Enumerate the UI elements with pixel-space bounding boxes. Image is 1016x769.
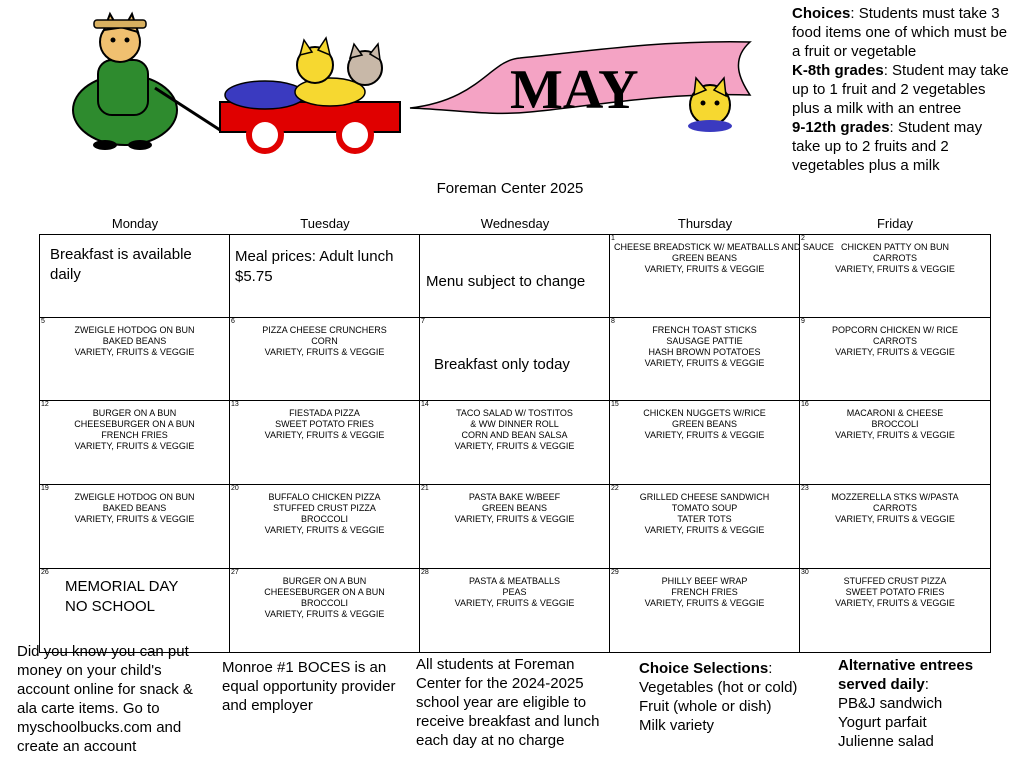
choice-selection-item: Milk variety	[639, 717, 715, 734]
calendar-day-cell	[39, 234, 230, 318]
choices-rule-text: : Student may take up to 2 fruits and 2 vegetables plus a milk	[792, 119, 983, 174]
calendar-day-cell	[419, 568, 610, 653]
menu-item: VARIETY, FRUITS & VEGGIE	[74, 441, 195, 451]
menu-item: VARIETY, FRUITS & VEGGIE	[264, 609, 385, 619]
menu-item: VARIETY, FRUITS & VEGGIE	[454, 441, 575, 451]
menu-items	[804, 325, 986, 358]
menu-item: BAKED BEANS	[102, 336, 167, 346]
calendar-day-cell	[229, 568, 420, 653]
day-number: 23	[801, 485, 809, 492]
online-account-note: Did you know you can put money on your child's account online for snack & ala carte items. Go to myschoolbucks.com and create an account	[17, 643, 193, 755]
menu-item: BROCCOLI	[300, 514, 348, 524]
menu-item: BROCCOLI	[300, 598, 348, 608]
menu-item: CHICKEN NUGGETS W/RICE	[643, 408, 766, 418]
choice-selection-item: Fruit (whole or dish)	[639, 698, 772, 715]
choices-rule-line	[792, 118, 1012, 175]
choices-rule-text: : Student may take up to 1 fruit and 2 vegetables plus a milk with an entree	[792, 62, 1009, 117]
weekday-header: Thursday	[677, 216, 733, 231]
menu-item: PHILLY BEEF WRAP	[661, 576, 748, 586]
menu-item: VARIETY, FRUITS & VEGGIE	[835, 598, 955, 608]
weekday-header: Friday	[876, 216, 914, 231]
choice-selections-title: Choice Selections	[639, 660, 769, 677]
menu-item: VARIETY, FRUITS & VEGGIE	[835, 264, 955, 274]
calendar-day-cell	[609, 484, 800, 569]
menu-items	[804, 242, 986, 275]
menu-items	[44, 325, 225, 358]
menu-item: & WW DINNER ROLL	[470, 419, 559, 429]
menu-item: VARIETY, FRUITS & VEGGIE	[835, 430, 955, 440]
girl-cat-illustration	[73, 14, 220, 150]
menu-item: FRENCH TOAST STICKS	[652, 325, 757, 335]
day-number: 21	[421, 485, 429, 492]
menu-item: TOMATO SOUP	[671, 503, 738, 513]
menu-item: VARIETY, FRUITS & VEGGIE	[264, 347, 385, 357]
menu-item: VARIETY, FRUITS & VEGGIE	[835, 347, 955, 357]
alternative-entree-item: PB&J sandwich	[838, 695, 943, 712]
day-number: 13	[231, 401, 239, 408]
weekday-header: Tuesday	[300, 216, 350, 231]
day-number: 26	[41, 569, 49, 576]
day-number: 29	[611, 569, 619, 576]
menu-item: GRILLED CHEESE SANDWICH	[639, 492, 770, 502]
menu-calendar-grid	[40, 235, 991, 653]
menu-items	[804, 408, 986, 441]
choices-rule-text: : Students must take 3 food items one of which must be a fruit or vegetable	[792, 5, 1008, 60]
menu-items	[44, 408, 225, 452]
weekday-header: Wednesday	[480, 216, 550, 231]
day-number: 14	[421, 401, 429, 408]
menu-items	[424, 408, 605, 452]
menu-item: CARROTS	[872, 253, 917, 263]
menu-item: VARIETY, FRUITS & VEGGIE	[74, 514, 195, 524]
day-number: 22	[611, 485, 619, 492]
menu-item: SWEET POTATO FRIES	[845, 587, 945, 597]
menu-item: TATER TOTS	[677, 514, 732, 524]
wagon-illustration	[220, 38, 400, 151]
menu-item: CORN AND BEAN SALSA	[461, 430, 568, 440]
calendar-day-cell	[39, 568, 230, 653]
menu-item: VARIETY, FRUITS & VEGGIE	[264, 430, 385, 440]
calendar-day-cell	[609, 317, 800, 401]
menu-item: STUFFED CRUST PIZZA	[843, 576, 947, 586]
menu-item: ZWEIGLE HOTDOG ON BUN	[74, 325, 195, 335]
menu-item: MOZZERELLA STKS W/PASTA	[831, 492, 959, 502]
calendar-day-cell	[229, 234, 420, 318]
menu-items	[614, 408, 795, 441]
choices-rule-line	[792, 61, 1012, 118]
calendar-day-cell	[419, 234, 610, 318]
menu-item: FRENCH FRIES	[671, 587, 738, 597]
alternative-entree-item: Julienne salad	[838, 733, 934, 750]
day-number: 5	[41, 318, 45, 325]
menu-item: BUFFALO CHICKEN PIZZA	[268, 492, 381, 502]
menu-items	[614, 242, 834, 275]
menu-items	[234, 492, 415, 536]
menu-items	[614, 576, 795, 609]
menu-items	[234, 576, 415, 620]
day-number: 8	[611, 318, 615, 325]
alternative-entrees-title: Alternative entrees served daily	[838, 657, 974, 693]
menu-item: PEAS	[502, 587, 527, 597]
menu-items	[614, 492, 795, 536]
menu-item: GREEN BEANS	[671, 419, 738, 429]
day-number: 12	[41, 401, 49, 408]
menu-item: VARIETY, FRUITS & VEGGIE	[644, 358, 765, 368]
calendar-day-cell	[609, 234, 834, 318]
menu-item: FIESTADA PIZZA	[289, 408, 360, 418]
menu-item: ZWEIGLE HOTDOG ON BUN	[74, 492, 195, 502]
choices-rule-line	[792, 4, 1012, 61]
choice-selection-item: Vegetables (hot or cold)	[639, 679, 798, 696]
menu-item: VARIETY, FRUITS & VEGGIE	[264, 525, 385, 535]
day-number: 19	[41, 485, 49, 492]
menu-item: SWEET POTATO FRIES	[275, 419, 374, 429]
menu-item: MACARONI & CHEESE	[846, 408, 944, 418]
header-illustration	[60, 0, 760, 180]
alternative-entree-item: Yogurt parfait	[838, 714, 927, 731]
calendar-day-cell	[419, 484, 610, 569]
weekday-header: Monday	[111, 216, 159, 231]
menu-item: GREEN BEANS	[671, 253, 738, 263]
center-title: Foreman Center 2025	[436, 180, 584, 197]
choice-selections-heading	[639, 659, 829, 678]
menu-item: GREEN BEANS	[481, 503, 548, 513]
free-meals-note: All students at Foreman Center for the 2024-2025 school year are eligible to receive breakfast and lunch each day at no charge	[416, 656, 600, 749]
menu-item: BURGER ON A BUN	[92, 408, 177, 418]
day-note: Meal prices: Adult lunch $5.75	[235, 248, 394, 285]
menu-item: VARIETY, FRUITS & VEGGIE	[644, 598, 765, 608]
calendar-day-cell	[39, 317, 230, 401]
day-number: 7	[421, 318, 425, 325]
equal-opportunity-note: Monroe #1 BOCES is an equal opportunity provider and employer	[222, 659, 396, 714]
menu-item: PASTA BAKE W/BEEF	[468, 492, 561, 502]
menu-items	[424, 576, 605, 609]
day-note: Breakfast is available daily	[50, 246, 192, 283]
calendar-day-cell	[419, 400, 610, 485]
calendar-day-cell	[799, 400, 991, 485]
menu-item: PASTA & MEATBALLS	[468, 576, 561, 586]
menu-item: VARIETY, FRUITS & VEGGIE	[454, 514, 575, 524]
menu-item: CHEESEBURGER ON A BUN	[74, 419, 195, 429]
calendar-day-cell	[609, 400, 800, 485]
calendar-day-cell	[799, 484, 991, 569]
choice-selections	[639, 659, 829, 735]
menu-item: CORN	[311, 336, 338, 346]
day-number: 30	[801, 569, 809, 576]
calendar-day-cell	[799, 568, 991, 653]
menu-items	[804, 576, 986, 609]
calendar-day-cell	[419, 317, 610, 401]
menu-item: CHEESE BREADSTICK W/ MEATBALLS AND SAUCE	[614, 242, 834, 252]
heading-colon: :	[768, 660, 773, 677]
day-note: Menu subject to change	[426, 273, 586, 290]
menu-item: BURGER ON A BUN	[282, 576, 367, 586]
calendar-day-cell	[39, 484, 230, 569]
day-number: 27	[231, 569, 239, 576]
choices-rule-label: K-8th grades	[792, 62, 884, 79]
menu-item: VARIETY, FRUITS & VEGGIE	[644, 430, 765, 440]
day-note: Breakfast only today	[434, 356, 570, 373]
choices-rule-label: 9-12th grades	[792, 119, 890, 136]
menu-items	[234, 408, 415, 441]
day-number: 6	[231, 318, 235, 325]
choices-rules	[792, 4, 1012, 175]
menu-item: CHICKEN PATTY ON BUN	[840, 242, 949, 252]
menu-item: VARIETY, FRUITS & VEGGIE	[644, 264, 765, 274]
menu-item: VARIETY, FRUITS & VEGGIE	[644, 525, 765, 535]
menu-item: CHEESEBURGER ON A BUN	[264, 587, 385, 597]
day-number: 28	[421, 569, 429, 576]
calendar-day-cell	[39, 400, 230, 485]
menu-item: VARIETY, FRUITS & VEGGIE	[74, 347, 195, 357]
calendar-day-cell	[799, 317, 991, 401]
heading-colon: :	[924, 676, 929, 693]
menu-item: CARROTS	[872, 503, 917, 513]
calendar-day-cell	[229, 484, 420, 569]
day-number: 16	[801, 401, 809, 408]
menu-items	[804, 492, 986, 525]
menu-items	[234, 325, 415, 358]
alternative-entrees	[838, 656, 1008, 751]
menu-item: TACO SALAD W/ TOSTITOS	[456, 408, 573, 418]
menu-item: BAKED BEANS	[102, 503, 167, 513]
menu-item: BROCCOLI	[871, 419, 919, 429]
alternative-entrees-heading	[838, 656, 1008, 694]
menu-item: STUFFED CRUST PIZZA	[273, 503, 376, 513]
menu-item: SAUSAGE PATTIE	[666, 336, 743, 346]
menu-item: HASH BROWN POTATOES	[648, 347, 761, 357]
menu-items	[44, 492, 225, 525]
calendar-day-cell	[799, 234, 991, 318]
day-number: 15	[611, 401, 619, 408]
menu-item: POPCORN CHICKEN W/ RICE	[831, 325, 958, 335]
day-number: 9	[801, 318, 805, 325]
calendar-day-cell	[229, 317, 420, 401]
calendar-day-cell	[609, 568, 800, 653]
cat-face-illustration	[688, 78, 732, 132]
menu-item: CARROTS	[872, 336, 917, 346]
banner-month-text: MAY	[510, 59, 639, 121]
day-number: 20	[231, 485, 239, 492]
menu-item: FRENCH FRIES	[101, 430, 168, 440]
menu-item: VARIETY, FRUITS & VEGGIE	[835, 514, 955, 524]
calendar-day-cell	[229, 400, 420, 485]
choices-rule-label: Choices	[792, 5, 851, 22]
menu-items	[614, 325, 795, 369]
day-number: 1	[611, 235, 615, 242]
day-number: 2	[801, 235, 805, 242]
day-note: MEMORIAL DAY NO SCHOOL	[65, 578, 179, 615]
menu-item: PIZZA CHEESE CRUNCHERS	[262, 325, 387, 335]
menu-items	[424, 492, 605, 525]
menu-item: VARIETY, FRUITS & VEGGIE	[454, 598, 575, 608]
